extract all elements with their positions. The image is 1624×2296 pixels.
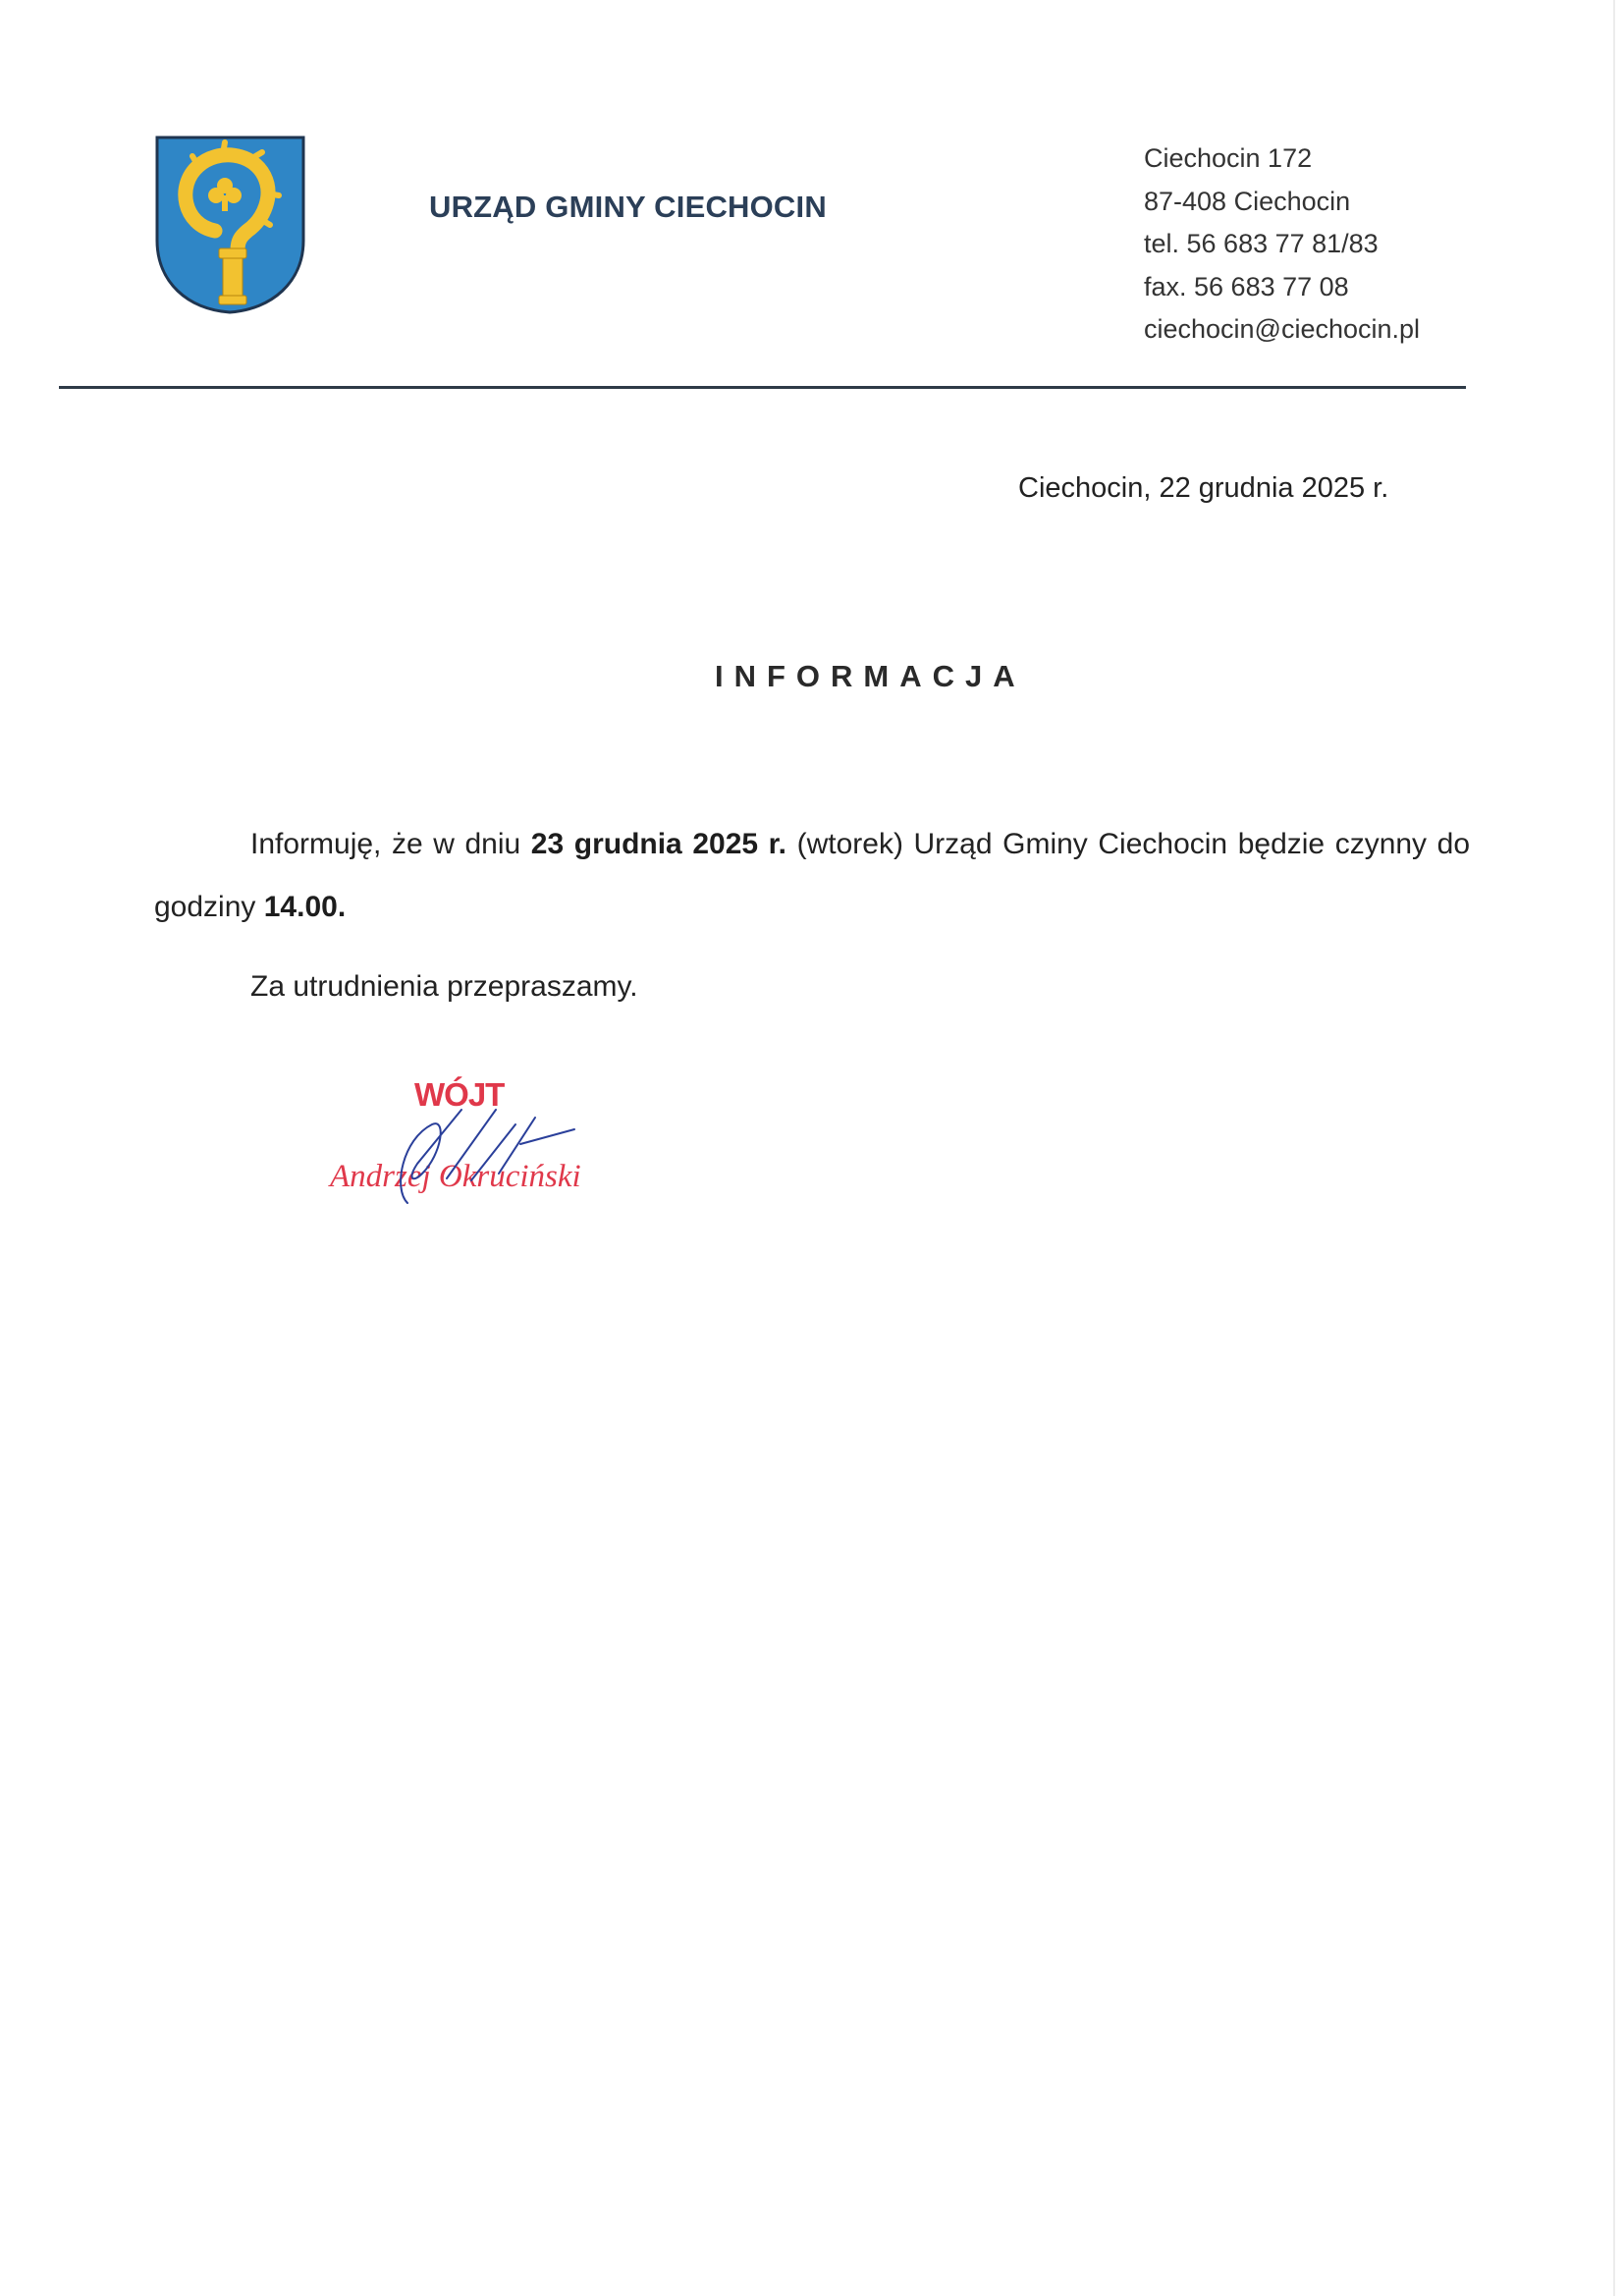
stamp-title: WÓJT: [414, 1076, 505, 1113]
place-and-date: Ciechocin, 22 grudnia 2025 r.: [1018, 472, 1389, 504]
stamp-name: Andrzej Okruciński: [330, 1159, 581, 1194]
email-address: ciechocin@ciechocin.pl: [1144, 314, 1421, 344]
address-line-2: 87-408 Ciechocin: [1144, 186, 1351, 216]
phone-number: tel. 56 683 77 81/83: [1144, 229, 1379, 258]
fax-number: fax. 56 683 77 08: [1144, 271, 1349, 301]
document-title: INFORMACJA: [715, 659, 1026, 693]
signature-block: [324, 1070, 619, 1208]
paragraph-text: Informuję, że w dniu: [250, 828, 531, 860]
contact-block: [1144, 137, 1420, 352]
body-paragraph-2: Za utrudnienia przepraszamy.: [250, 970, 638, 1003]
header-divider: [59, 386, 1466, 389]
handwritten-signature-icon: [324, 1070, 619, 1208]
body-paragraph-1: [154, 813, 1470, 939]
coat-of-arms-crozier-icon: [154, 135, 306, 314]
closing-time: 14.00.: [263, 891, 347, 923]
paragraph-text: (wtorek) Urząd Gminy Ciechocin będzie czynny do godziny: [154, 828, 1471, 923]
closing-date: 23 grudnia 2025 r.: [530, 828, 787, 860]
address-line-1: Ciechocin 172: [1144, 143, 1313, 173]
organization-name: URZĄD GMINY CIECHOCIN: [429, 190, 827, 224]
page-edge: [1613, 0, 1615, 2296]
